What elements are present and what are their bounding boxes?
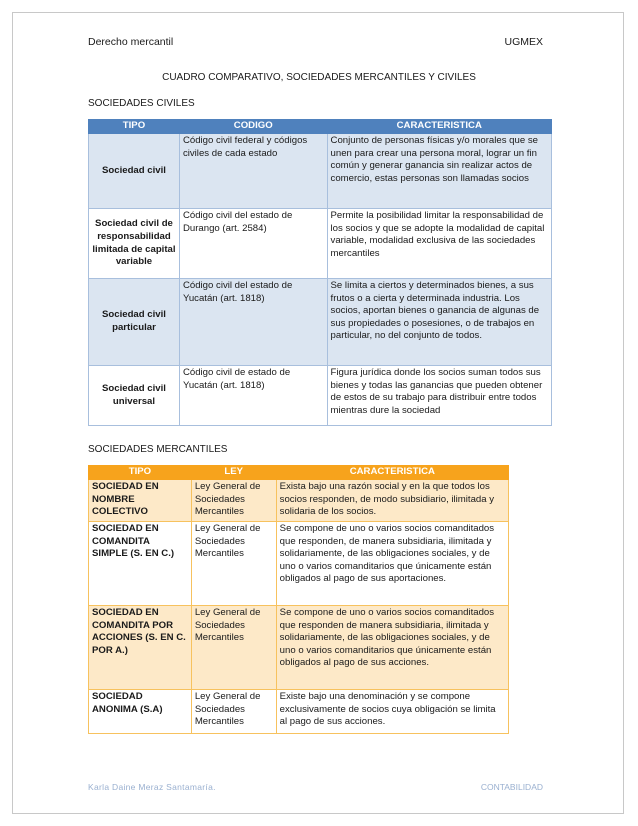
civil-col-tipo: TIPO (89, 120, 180, 134)
mercantil-ley-cell: Ley General de Sociedades Mercantiles (191, 522, 276, 606)
mercantil-ley-cell: Ley General de Sociedades Mercantiles (191, 606, 276, 690)
footer-subject: CONTABILIDAD (480, 782, 543, 792)
table-row (89, 690, 509, 734)
civil-codigo-cell: Código civil del estado de Yucatán (art. 1818) (179, 279, 327, 366)
civil-col-codigo: CODIGO (179, 120, 327, 134)
mercantil-caracteristica-cell: Exista bajo una razón social y en la que todos los socios responden, de modo subsidiario, ilimitada y solidaria de los socios. (276, 480, 508, 522)
civil-tipo-cell: Sociedad civil particular (89, 279, 180, 366)
table-row (89, 606, 509, 690)
civil-tipo-cell: Sociedad civil universal (89, 366, 180, 426)
mercantil-col-ley: LEY (191, 466, 276, 480)
table-row (89, 480, 509, 522)
table-row (89, 134, 552, 209)
header-institution: UGMEX (504, 36, 543, 48)
civil-caracteristica-cell: Conjunto de personas físicas y/o morales que se unen para crear una persona moral, lograr un fin común y generar ganancia sin realizar actos de comercio, estas personas son llamadas socios (327, 134, 551, 209)
footer-author: Karla Daine Meraz Santamaría. (88, 782, 216, 792)
mercantil-ley-cell: Ley General de Sociedades Mercantiles (191, 480, 276, 522)
civil-caracteristica-cell: Se limita a ciertos y determinados bienes, a sus frutos o a cierta y determinada industria. Los socios, aportan bienes o ganancia de algunas de sus propiedades o posesiones, o de trabajos en particular, no del conjunto de todos. (327, 279, 551, 366)
mercantil-tipo-cell: SOCIEDAD EN NOMBRE COLECTIVO (89, 480, 192, 522)
table-row (89, 522, 509, 606)
civil-codigo-cell: Código civil federal y códigos civiles de cada estado (179, 134, 327, 209)
table-row (89, 366, 552, 426)
mercantil-col-caracteristica: CARACTERISTICA (276, 466, 508, 480)
mercantil-header-row (89, 466, 509, 480)
header-course: Derecho mercantil (88, 36, 174, 48)
civil-codigo-cell: Código civil de estado de Yucatán (art. 1818) (179, 366, 327, 426)
civil-codigo-cell: Código civil del estado de Durango (art. 2584) (179, 209, 327, 279)
table-row (89, 209, 552, 279)
mercantil-caracteristica-cell: Se compone de uno o varios socios comanditados que responden de manera subsidiaria, ilimitada y solidariamente, de las obligaciones sociales, y de uno o varios comanditarios que únicamente están obligados al pago de sus acciones. (276, 606, 508, 690)
civil-table (88, 119, 552, 426)
civil-header-row (89, 120, 552, 134)
civil-tipo-cell: Sociedad civil de responsabilidad limitada de capital variable (89, 209, 180, 279)
civil-section-label: SOCIEDADES CIVILES (88, 98, 195, 109)
mercantil-caracteristica-cell: Se compone de uno o varios socios comanditados que responden, de manera subsidiaria, ilimitada y solidariamente, de las obligaciones sociales, y de uno o varios comanditarios que únicamente están obligados al pago de sus aportaciones. (276, 522, 508, 606)
mercantil-table (88, 465, 509, 734)
mercantil-col-tipo: TIPO (89, 466, 192, 480)
mercantil-tipo-cell: SOCIEDAD EN COMANDITA POR ACCIONES (S. EN C. POR A.) (89, 606, 192, 690)
mercantil-section-label: SOCIEDADES MERCANTILES (88, 444, 228, 455)
civil-col-caracteristica: CARACTERISTICA (327, 120, 551, 134)
civil-caracteristica-cell: Permite la posibilidad limitar la responsabilidad de los socios y que se adopte la modalidad de capital variable, modalidad exclusiva de las sociedades mercantiles (327, 209, 551, 279)
table-row (89, 279, 552, 366)
mercantil-tipo-cell: SOCIEDAD EN COMANDITA SIMPLE (S. EN C.) (89, 522, 192, 606)
civil-tipo-cell: Sociedad civil (89, 134, 180, 209)
document-title: CUADRO COMPARATIVO, SOCIEDADES MERCANTILES Y CIVILES (162, 72, 476, 83)
mercantil-tipo-cell: SOCIEDAD ANONIMA (S.A) (89, 690, 192, 734)
civil-caracteristica-cell: Figura jurídica donde los socios suman todos sus bienes y todas las ganancias que pueden obtener de estos de su trabajo para distribuir entre todos mientras dure la sociedad (327, 366, 551, 426)
mercantil-caracteristica-cell: Existe bajo una denominación y se compone exclusivamente de socios cuya obligación se limita al pago de sus acciones. (276, 690, 508, 734)
mercantil-ley-cell: Ley General de Sociedades Mercantiles (191, 690, 276, 734)
